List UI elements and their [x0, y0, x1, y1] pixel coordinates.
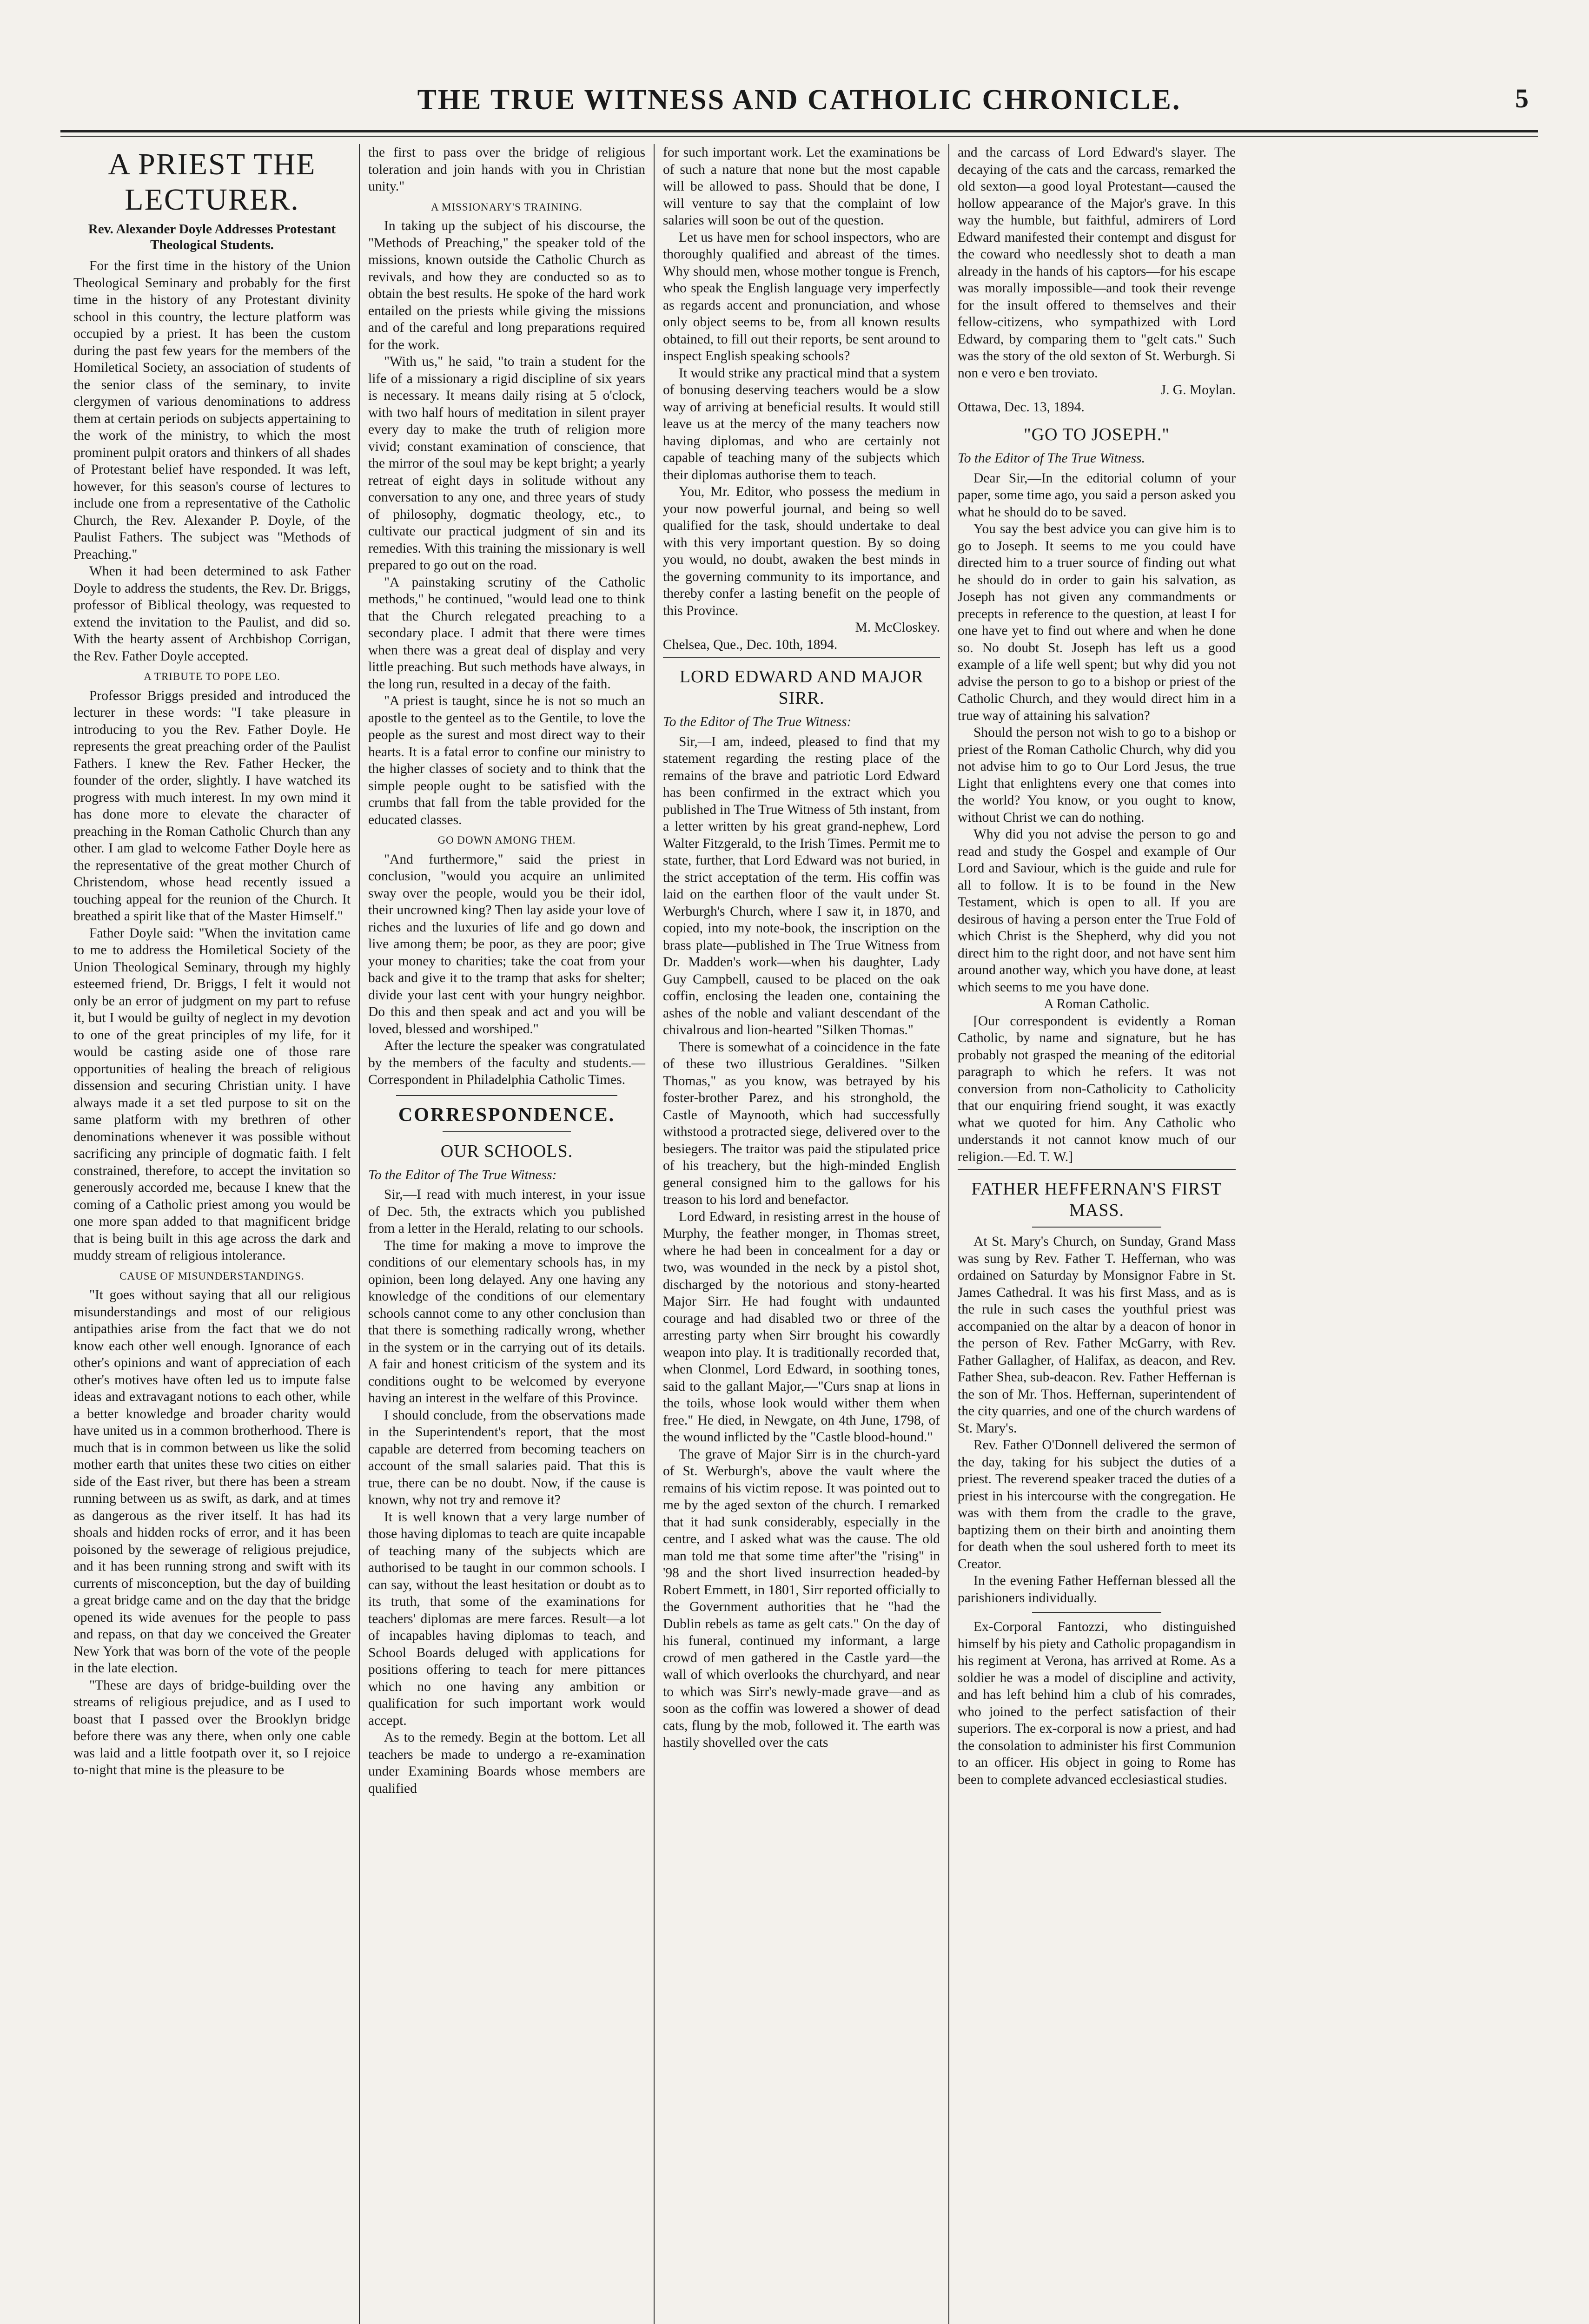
masthead-rule	[60, 136, 1538, 137]
paragraph: Sir,—I am, indeed, pleased to find that my statement regarding the resting place of the remains of the brave and patriotic Lord Edward has been confirmed in the extract which you published in The True Witness of 5th instant, from a letter written by his great grand-nephew, Lord Walter Fitzgerald, to the Irish Times. Permit me to state, further, that Lord Edward was not buried, in the strict acceptation of the term. His coffin was laid on the earthen floor of the vault under St. Werburgh's Church, where I saw it, in 1870, and copied, into my note-book, the inscription on the brass plate—published in The True Witness from Dr. Madden's work—when his daughter, Lady Guy Campbell, caused to be placed on the oak coffin, enclosing the leaden one, containing the ashes of the noble and valiant descendant of the chivalrous and lion-hearted "Silken Thomas."	[663, 734, 940, 1037]
subheading: A MISSIONARY'S TRAINING.	[430, 201, 583, 213]
column-3	[655, 144, 949, 2324]
paragraph: Rev. Father O'Donnell delivered the sermon of the day, taking for his subject the duties of a priest. The reverend speaker traced the duties of a priest in his intercourse with the congregation. He was with them from the cradle to the grave, baptizing them on their birth and anointing them for death when the soul ushered forth to meet its Creator.	[958, 1438, 1236, 1571]
section-rule	[443, 1131, 571, 1132]
dateline: Ottawa, Dec. 13, 1894.	[958, 399, 1085, 415]
paragraph: [Our correspondent is evidently a Roman Catholic, by name and signature, but he has probably not grasped the meaning of the editorial paragraph to which he refers. It was not conversion from non-Catholicity to Catholicity that our enquiring friend sought, it was exactly what we quoted for him. Any Catholic who understands it not cannot know much of our religion.—Ed. T. W.]	[958, 1013, 1236, 1164]
paragraph: "And furthermore," said the priest in conclusion, "would you acquire an unlimited sway over the people, would you be their idol, their uncrowned king? Then lay aside your love of riches and the luxuries of life and go down and live among them; be poor, as they are poor; give your money to charities; take the coat from your back and give it to the tramp that asks for shelter; divide your last cent with your hungry neighbor. Do this and then speak and act and you will be loved, blessed and worshiped."	[368, 852, 645, 1037]
letter-heading: LORD EDWARD AND MAJOR SIRR.	[679, 667, 924, 708]
paragraph: I should conclude, from the observations made in the Superintendent's report, that the most capable are deterred from becoming teachers on account of the small salaries paid. That this is true, there can be no doubt. Now, if the cause is known, why not try and remove it?	[368, 1407, 645, 1507]
paragraph: You say the best advice you can give him is to go to Joseph. It seems to me you could have directed him to a truer source of finding out what he should do in order to gain his salvation, as Joseph has not given any commandments or precepts in reference to the question, at least I for one have yet to find out where and when he done so. No doubt St. Joseph has left us a good example of a life well spent; but why did you not advise the person to go to a bishop or priest of the Catholic Church, and they would direct him in a true way of attaining his salvation?	[958, 522, 1236, 723]
column-4	[949, 144, 1244, 2324]
paragraph: After the lecture the speaker was congratulated by the members of the faculty and students.—Correspondent in Philadelphia Catholic Times.	[368, 1038, 645, 1087]
subheading: A TRIBUTE TO POPE LEO.	[144, 671, 280, 682]
paragraph: Lord Edward, in resisting arrest in the house of Murphy, the feather monger, in Thomas street, where he had been in concealment for a day or two, was wounded in the neck by a pistol shot, discharged by the notorious and stony-hearted Major Sirr. He had fought with undaunted courage and had disabled two or three of the arresting party when Sirr brought his cowardly weapon into play. It is traditionally recorded that, when Clonmel, Lord Edward, in soothing tones, said to the gallant Major,—"Curs snap at lions in the toils, whose look would wither them when free." He died, in Newgate, on 4th June, 1798, of the wound inflicted by the "Castle blood-hound."	[663, 1209, 940, 1445]
column-2	[360, 144, 655, 2324]
paragraph: "It goes without saying that all our religious misunderstandings and most of our religious antipathies arise from the fact that we do not know each other well enough. Ignorance of each other's opinions and want of appreciation of each other's motives have often led us to impute false ideas and extravagant notions to each other, while a better knowledge and broader charity would have united us in a common brotherhood. There is much that is in common between us like the solid mother earth that unites these two cities on either side of the East river, but there has been a stream running between us as swift, as dark, and at times as dangerous as the river itself. It has had its shoals and hidden rocks of error, and it has been poisoned by the sewerage of religious prejudice, and it has been running strong and swift with its currents of misconception, but the day of building a great bridge came and on the day that the bridge opened its wide avenues for the people to pass and repass, on that day we conceived the Greater New York that was born of the vote of the people in the late election.	[73, 1287, 351, 1676]
paragraph: You, Mr. Editor, who possess the medium in your now powerful journal, and being so well qualified for the task, should undertake to deal with this very important question. By so doing you would, no doubt, awaken the best minds in the governing community to its importance, and thereby confer a lasting benefit on the people of this Province.	[663, 484, 940, 618]
paragraph: As to the remedy. Begin at the bottom. Let all teachers be made to undergo a re-examination under Examining Boards whose members are qualified	[368, 1730, 645, 1796]
paragraph: Why did you not advise the person to go and read and study the Gospel and example of Our Lord and Saviour, which is the guide and rule for all to follow. It is to be found in the New Testament, which is open to all. If you are desirous of having a person enter the True Fold of which Christ is the Shepherd, why did you not direct him to the right door, and not have sent him around another way, which you have done, at least which seems to me you have done.	[958, 827, 1236, 995]
signature: J. G. Moylan.	[1160, 383, 1236, 397]
paragraph: In the evening Father Heffernan blessed all the parishioners individually.	[958, 1573, 1236, 1605]
paragraph: "With us," he said, "to train a student for the life of a missionary a rigid discipline of six years is necessary. It means daily rising at 5 o'clock, with two half hours of meditation in silent prayer every day to make the truth of religion more vivid; constant examination of conscience, that the mirror of the soul may be kept bright; a yearly retreat of eight days in solitude without any conversation to any one, and three years of study of philosophy, dogmatic theology, etc., to cultivate our practical judgment of sin and its remedies. With this training the missionary is well prepared to go out on the road.	[368, 354, 645, 573]
paragraph: Father Doyle said: "When the invitation came to me to address the Homiletical Society of the Union Theological Seminary, through my highly esteemed friend, Dr. Briggs, I felt it would not only be an error of judgment on my part to refuse it, but I would be guilty of neglect in my devotion to one of the great principles of my life, for it would be casting aside one of those rare opportunities of healing the breach of religious dissension and securing Christian unity. I have always made it a set tled purpose to sit on the same platform with my brethren of other denominations whenever it was possible without sacrificing any principle of dogmatic faith. I felt constrained, therefore, to accept the invitation so generously accorded me, because I knew that the coming of a Catholic priest among you would be one more span added to that magnificent bridge that is being built in this age across the dark and muddy stream of religious intolerance.	[73, 925, 351, 1263]
paragraph: Dear Sir,—In the editorial column of your paper, some time ago, you said a person asked you what he should do to be saved.	[958, 470, 1236, 520]
subheading: CAUSE OF MISUNDERSTANDINGS.	[119, 1270, 305, 1282]
paragraph: the first to pass over the bridge of religious toleration and join hands with you in Christian unity."	[368, 145, 645, 194]
paragraph: At St. Mary's Church, on Sunday, Grand Mass was sung by Rev. Father T. Heffernan, who was ordained on Saturday by Monsignor Fabre in St. James Cathedral. It was his first Mass, and as is the rule in such cases the youthful priest was accompanied on the altar by a deacon of honor in the person of Rev. Father McGarry, with Rev. Father Gallagher, of Halifax, as deacon, and Rev. Father Shea, sub-deacon. Rev. Father Heffernan is the son of Mr. Thos. Heffernan, superintendent of the city quarries, and one of the church wardens of St. Mary's.	[958, 1234, 1236, 1436]
section-rule	[958, 1169, 1236, 1170]
page-number: 5	[1515, 83, 1529, 113]
signature: M. McCloskey.	[855, 620, 940, 635]
article-deck: Rev. Alexander Doyle Addresses Protestant Theological Students.	[88, 222, 336, 252]
paragraph: Let us have men for school inspectors, who are thoroughly qualified and abreast of the times. Why should men, whose mother tongue is French, who speak the English language very imperfectly as regards accent and pronunciation, and whose only object seems to be, from all known results obtained, to fill out their reports, be sent around to inspect English speaking schools?	[663, 230, 940, 363]
letter-heading: OUR SCHOOLS.	[440, 1141, 573, 1161]
salutation: To the Editor of The True Witness:	[663, 714, 852, 729]
paragraph: For the first time in the history of the Union Theological Seminary and probably for the first time in the history of any Protestant divinity school in this country, the lecture platform was occupied by a priest. It has been the custom during the past few years for the members of the Homiletical Society, an association of students of the senior class of the seminary, to invite clergymen of various denominations to address them at certain periods on subjects appertaining to the work of the ministry, to which the most prominent pulpit orators and thinkers of all shades of Protestant belief have responded. It was left, however, for this season's course of lectures to include one from a representative of the Catholic Church, the Rev. Alexander P. Doyle, of the Paulist Fathers. The subject was "Methods of Preaching."	[73, 258, 351, 562]
paragraph: and the carcass of Lord Edward's slayer. The decaying of the cats and the carcass, remarked the old sexton—a good loyal Protestant—caused the hollow appearance of the Major's grave. In this way the humble, but faithful, admirers of Lord Edward manifested their contempt and disgust for the coward who needlessly shot to death a man already in the hands of his captors—for his escape was morally impossible—and took their revenge for the insult offered to themselves and their fellow-citizens, who sympathized with Lord Edward, by comparing them to "gelt cats." Such was the story of the old sexton of St. Werburgh. Si non e vero e ben troviato.	[958, 145, 1236, 381]
columns	[65, 144, 1539, 2324]
salutation: To the Editor of The True Witness.	[958, 451, 1145, 466]
paragraph: The grave of Major Sirr is in the church-yard of St. Werburgh's, above the vault where the remains of his victim repose. It was pointed out to me by the aged sexton of the church. I remarked that it had sunk considerably, especially in the centre, and I asked what was the cause. The old man told me that some time after"the "rising" in '98 and the short lived insurrection headed-by Robert Emmett, in 1801, Sirr reported officially to the Government authorities that he "had the Dublin rebels as tame as gelt cats." On the day of his funeral, continued my informant, a large crowd of men gathered in the Castle yard—the wall of which overlooks the churchyard, and near to which was Sirr's newly-made grave—and as soon as the coffin was lowered a shower of dead cats, flung by the mob, followed it. The earth was hastily shovelled over the cats	[663, 1446, 940, 1750]
section-rule	[1032, 1612, 1161, 1613]
paragraph: It is well known that a very large number of those having diplomas to teach are quite incapable of teaching many of the subjects which are authorised to be taught in our common schools. I can say, without the least hesitation or doubt as to its truth, that some of the examinations for teachers' diplomas are mere farces. Result—a lot of incapables having diplomas to teach, and School Boards deluged with applications for positions offering to teach for mere pittances which no one having any ambition or qualification for such important work would accept.	[368, 1509, 645, 1728]
paragraph: "A painstaking scrutiny of the Catholic methods," he continued, "would lead one to think that the Church relegated preaching to a secondary place. I admit that there were times when there was a great deal of display and very little preaching. But such methods have always, in the long run, resulted in a decay of the faith.	[368, 574, 645, 692]
article-headline: A PRIEST THE LECTURER.	[108, 147, 316, 217]
masthead	[60, 70, 1538, 132]
section-rule	[396, 1095, 617, 1096]
paragraph: When it had been determined to ask Father Doyle to address the students, the Rev. Dr. Briggs, professor of Biblical theology, was requested to extend the invitation to the Paulist, and did so. With the hearty assent of Archbishop Corrigan, the Rev. Father Doyle accepted.	[73, 564, 351, 664]
column-1	[65, 144, 360, 2324]
section-heading-correspondence: CORRESPONDENCE.	[398, 1104, 616, 1126]
paragraph: "A priest is taught, since he is not so much an apostle to the genteel as to the Gentile, to love the people as the surest and most direct way to their hearts. It is a fatal error to confine our ministry to the higher classes of society and to think that the simple people ought to be satisfied with the crumbs that fall from the table provided for the educated classes.	[368, 693, 645, 827]
dateline: Chelsea, Que., Dec. 10th, 1894.	[663, 637, 838, 652]
subheading: GO DOWN AMONG THEM.	[437, 834, 576, 846]
salutation: To the Editor of The True Witness:	[368, 1167, 557, 1182]
paragraph: Ex-Corporal Fantozzi, who distinguished himself by his piety and Catholic propagandism in his regiment at Verona, has arrived at Rome. As a soldier he was a model of discipline and activity, and has left behind him a club of his comrades, who joined to the perfect satisfaction of their superiors. The ex-corporal is now a priest, and had the consolation to administer his first Communion to an officer. His object in going to Rome has been to complete advanced ecclesiastical studies.	[958, 1619, 1236, 1787]
paragraph: Professor Briggs presided and introduced the lecturer in these words: "I take pleasure in introducing to you the Rev. Father Doyle. He represents the great preaching order of the Paulist Fathers. I knew the Rev. Father Hecker, the founder of the order, slightly. I have watched its progress with much interest. In my own mind it has done more to elevate the character of preaching in the Roman Catholic Church than any other. I am glad to welcome Father Doyle here as the representative of the great mother Church of Christendom, whose head recently issued a touching appeal for the reunion of the Church. It breathed a spirit like that of the Master Himself."	[73, 688, 351, 924]
paragraph: There is somewhat of a coincidence in the fate of these two illustrious Geraldines. "Silken Thomas," as you know, was betrayed by his foster-brother Parez, and his stronghold, the Castle of Maynooth, which had successfully withstood a protracted siege, delivered over to the besiegers. The traitor was paid the stipulated price of his treachery, but the high-minded English general consigned him to the gallows for his treason to his lord and benefactor.	[663, 1039, 940, 1207]
signature: A Roman Catholic.	[1044, 997, 1150, 1011]
paragraph: "These are days of bridge-building over the streams of religious prejudice, and as I used to boast that I passed over the Brooklyn bridge before there was any there, when only one cable was laid and a little footpath over it, so I rejoice to-night that mine is the pleasure to be	[73, 1677, 351, 1777]
paragraph: Sir,—I read with much interest, in your issue of Dec. 5th, the extracts which you published from a letter in the Herald, relating to our schools.	[368, 1187, 645, 1236]
letter-heading: "GO TO JOSEPH."	[1024, 425, 1170, 444]
paragraph: In taking up the subject of his discourse, the "Methods of Preaching," the speaker told of the missions, known outside the Catholic Church as revivals, and how they are conducted so as to obtain the best results. He spoke of the hard work entailed on the priests while giving the missions and of the careful and long preparations required for the work.	[368, 218, 645, 352]
section-rule	[1032, 1227, 1161, 1228]
paragraph: It would strike any practical mind that a system of bonusing deserving teachers would be a slow way of arriving at beneficial results. It would still leave us at the mercy of the many teachers now having diplomas, and who are certainly not capable of teaching many of the subjects which their diplomas authorise them to teach.	[663, 365, 940, 482]
article-heading: FATHER HEFFERNAN'S FIRST MASS.	[971, 1179, 1222, 1220]
paragraph: The time for making a move to improve the conditions of our elementary schools has, in my opinion, been long delayed. Any one having any knowledge of the conditions of our elementary schools cannot come to any other conclusion than that there is something radically wrong, whether in the system or in the carrying out of its details. A fair and honest criticism of the system and its conditions ought to be welcomed by everyone having an interest in the welfare of this Province.	[368, 1238, 645, 1406]
paragraph: Should the person not wish to go to a bishop or priest of the Roman Catholic Church, why did you not advise him to go to Our Lord Jesus, the true Light that enlightens every one that comes into the world? You know, or you ought to know, without Christ we can do nothing.	[958, 725, 1236, 825]
newspaper-title: THE TRUE WITNESS AND CATHOLIC CHRONICLE.	[417, 84, 1181, 116]
section-rule	[663, 657, 940, 658]
paragraph: for such important work. Let the examinations be of such a nature that none but the most capable will be allowed to pass. Should that be done, I will venture to say that the complaint of low salaries will soon be out of the question.	[663, 145, 940, 228]
